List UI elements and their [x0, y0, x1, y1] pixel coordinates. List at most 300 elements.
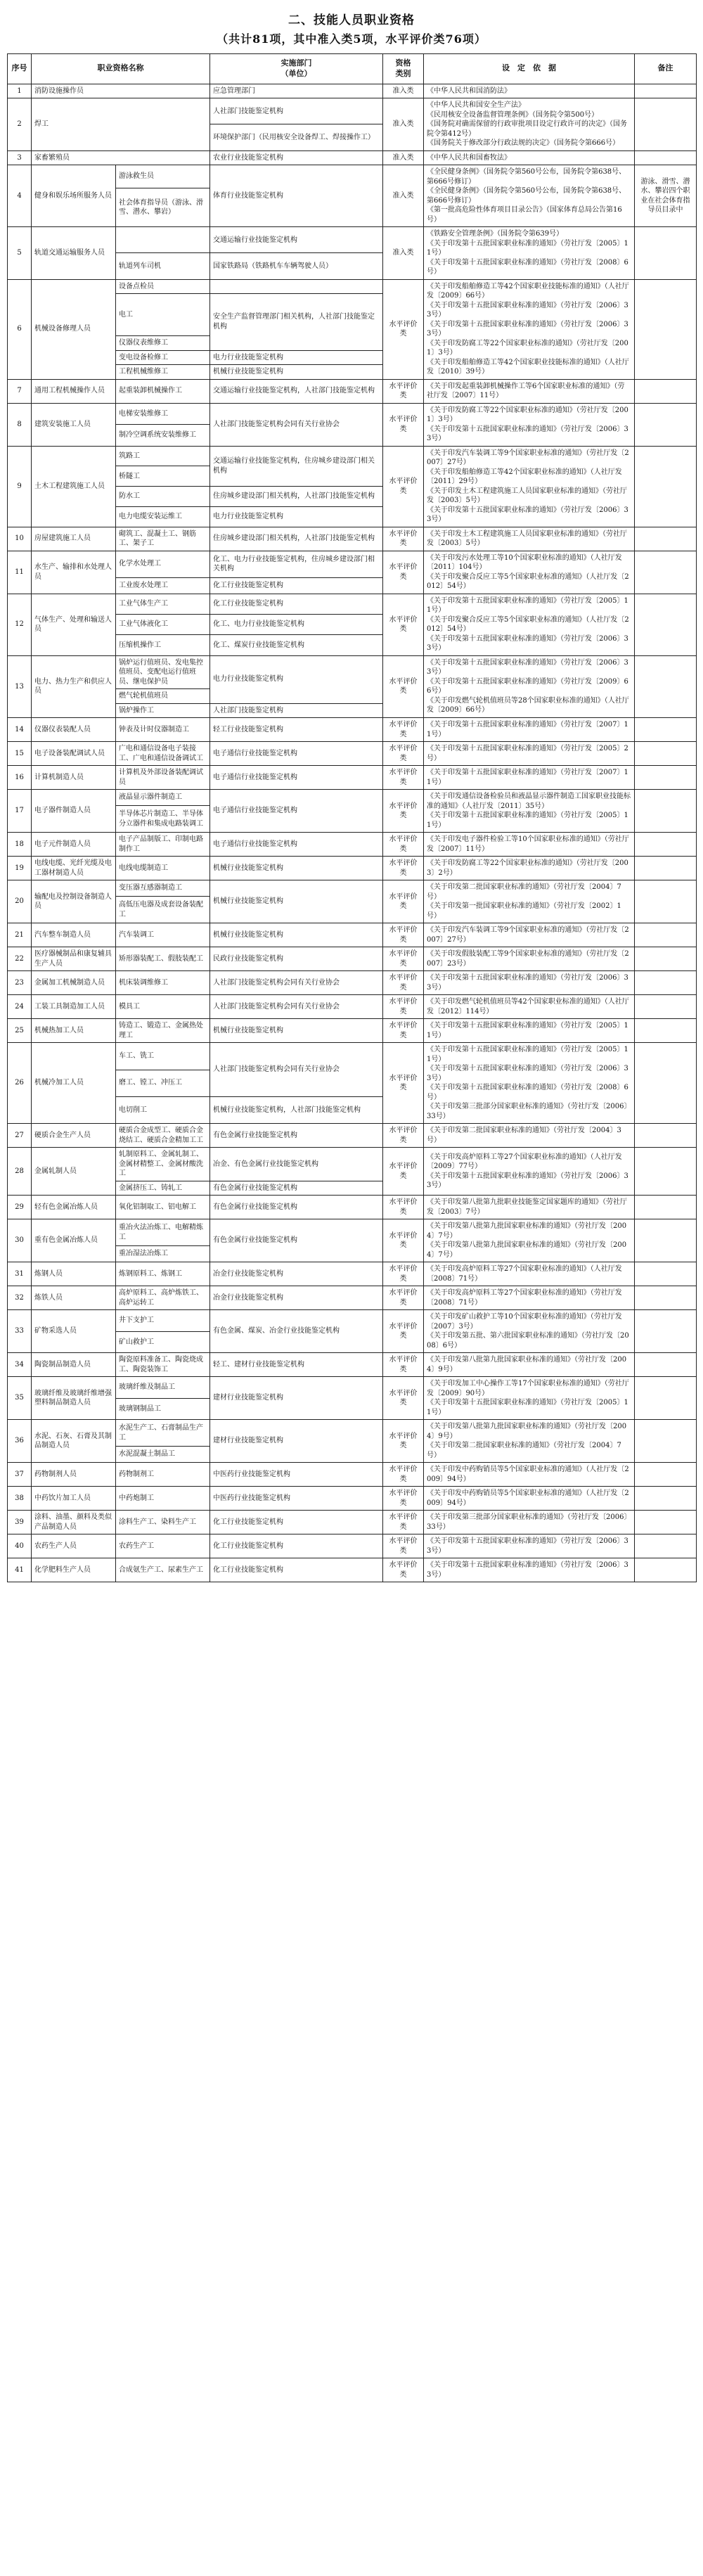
- qualification-category: 准入类: [383, 150, 424, 165]
- sub-occupation: 井下支护工: [116, 1310, 210, 1332]
- basis-item: 《关于印发燃气轮机值班员等28个国家职业标准的通知》（人社厅发〔2009〕66号）: [427, 696, 629, 715]
- basis-item: 《关于印发第五批、第六批国家职业标准的通知》（劳社厅发〔2008〕6号）: [427, 1332, 629, 1350]
- sub-occupation: 玻璃钢制品工: [116, 1398, 210, 1420]
- qualification-category: 水平评价类: [383, 655, 424, 718]
- remark: [635, 923, 697, 947]
- basis-item: 《关于印发第十五批国家职业标准的通知》（劳社厅发〔2006〕33号）: [427, 1172, 628, 1190]
- basis-item: 《关于印发第十五批国家职业标准的通知》（劳社厅发〔2006〕33号）: [427, 634, 628, 653]
- implementing-dept: 中医药行业技能鉴定机构: [210, 1463, 383, 1487]
- qualification-category: 准入类: [383, 227, 424, 280]
- table-row: [8, 1511, 697, 1534]
- qualification-name: 通用工程机械操作人员: [32, 379, 116, 403]
- remark: [635, 594, 697, 655]
- basis-item: 《关于印发第十五批国家职业标准的通知》（劳社厅发〔2008〕6号）: [427, 258, 628, 276]
- qualification-name: 房屋建筑施工人员: [32, 527, 116, 551]
- basis-item: 《关于印发第十五批国家职业标准的通知》（劳社厅发〔2006〕33号）: [427, 301, 628, 319]
- implementing-dept: 民政行业技能鉴定机构: [210, 947, 383, 971]
- sub-occupation: 农药生产工: [116, 1534, 210, 1558]
- implementing-dept: 环境保护部门（民用核安全设备焊工、焊接操作工）: [210, 124, 383, 150]
- qualification-category: 水平评价类: [383, 1558, 424, 1582]
- row-number: 33: [8, 1310, 32, 1353]
- basis-item: 《关于印发第八批第九批国家职业标准的通知》（劳社厅发〔2004〕9号）: [427, 1423, 627, 1440]
- basis-item: 《关于印发起重装卸机械操作工等6个国家职业标准的通知》（劳社厅发〔2007〕11号）: [427, 382, 625, 400]
- basis-item: 《关于印发第十五批国家职业标准的通知》（劳社厅发〔2006〕33号）: [427, 320, 628, 338]
- remark: [635, 1124, 697, 1148]
- row-number: 27: [8, 1124, 32, 1148]
- basis-item: 《关于印发第十五批国家职业标准的通知》（劳社厅发〔2006〕33号）: [427, 1537, 628, 1555]
- row-number: 40: [8, 1534, 32, 1558]
- basis-item: 《关于印发第二批国家职业标准的通知》（劳社厅发〔2004〕3号）: [427, 1127, 621, 1144]
- basis-item: 《关于印发第八批第九批国家职业标准的通知》（劳社厅发〔2004〕9号）: [427, 1356, 627, 1373]
- basis-cell: [424, 1262, 635, 1286]
- basis-cell: [424, 971, 635, 995]
- sub-occupation: 筑路工: [116, 446, 210, 466]
- row-number: 28: [8, 1148, 32, 1196]
- implementing-dept: 冶金、有色金属行业技能鉴定机构: [210, 1148, 383, 1181]
- basis-cell: [424, 947, 635, 971]
- basis-cell: [424, 150, 635, 165]
- table-body: [8, 84, 697, 1582]
- implementing-dept: 有色金属行业技能鉴定机构: [210, 1181, 383, 1196]
- table-row: [8, 1558, 697, 1582]
- remark: [635, 446, 697, 527]
- remark: [635, 1534, 697, 1558]
- table-row: [8, 995, 697, 1019]
- implementing-dept: 化工行业技能鉴定机构: [210, 1558, 383, 1582]
- row-number: 24: [8, 995, 32, 1019]
- remark: [635, 1219, 697, 1262]
- qualification-category: 准入类: [383, 98, 424, 151]
- implementing-dept: 化工、煤炭行业技能鉴定机构: [210, 635, 383, 655]
- basis-item: 《关于印发第十五批国家职业标准的通知》（劳社厅发〔2005〕2号）: [427, 745, 628, 762]
- table-row: [8, 551, 697, 577]
- qualification-category: 水平评价类: [383, 1219, 424, 1262]
- basis-cell: [424, 1124, 635, 1148]
- qualification-category: 水平评价类: [383, 1420, 424, 1463]
- remark: [635, 1262, 697, 1286]
- table-row: [8, 1534, 697, 1558]
- basis-cell: [424, 1463, 635, 1487]
- header-name: 职业资格名称: [32, 54, 210, 84]
- row-number: 5: [8, 227, 32, 280]
- row-number: 14: [8, 718, 32, 742]
- sub-occupation: 水泥生产工、石膏制品生产工: [116, 1420, 210, 1447]
- sub-occupation: 钟表及计时仪器制造工: [116, 718, 210, 742]
- basis-item: 《全民健身条例》（国务院令第560号公布，国务院令第638号、第666号修订）: [427, 187, 626, 205]
- qualification-name: 轨道交通运输服务人员: [32, 227, 116, 280]
- remark: [635, 742, 697, 766]
- qualification-category: 水平评价类: [383, 1148, 424, 1196]
- basis-item: 《关于印发第十五批国家职业标准的通知》（劳社厅发〔2005〕11号）: [427, 596, 628, 615]
- sub-occupation: 电子产品制版工、印制电路制作工: [116, 833, 210, 857]
- table-row: [8, 857, 697, 880]
- table-row: [8, 790, 697, 806]
- basis-cell: [424, 655, 635, 718]
- basis-item: 《中华人民共和国消防法》: [427, 86, 511, 95]
- implementing-dept: 人社部门技能鉴定机构会同有关行业协会: [210, 971, 383, 995]
- qualification-name: 电线电缆、光纤光缆及电工器材制造人员: [32, 857, 116, 880]
- document-title: 二、技能人员职业资格: [288, 13, 415, 27]
- sub-occupation: 工程机械维修工: [116, 365, 210, 380]
- row-number: 25: [8, 1019, 32, 1043]
- sub-occupation: 电线电缆制造工: [116, 857, 210, 880]
- basis-item: 《关于印发防腐工等22个国家职业标准的通知》（劳社厅发〔2003〕2号）: [427, 859, 628, 877]
- basis-cell: [424, 551, 635, 594]
- implementing-dept: 化工行业技能鉴定机构: [210, 1534, 383, 1558]
- remark: [635, 379, 697, 403]
- row-number: 37: [8, 1463, 32, 1487]
- sub-occupation: 中药炮制工: [116, 1487, 210, 1511]
- basis-cell: [424, 880, 635, 923]
- implementing-dept: 交通运输行业技能鉴定机构: [210, 227, 383, 253]
- basis-cell: [424, 84, 635, 98]
- implementing-dept: 交通运输行业技能鉴定机构，住房城乡建设部门相关机构: [210, 446, 383, 487]
- basis-cell: [424, 1420, 635, 1463]
- basis-item: 《关于印发聚合反应工等5个国家职业标准的通知》（人社厅发〔2012〕54号）: [427, 615, 629, 634]
- sub-occupation: 铸造工、锻造工、金属热处理工: [116, 1019, 210, 1043]
- sub-occupation: 锅炉操作工: [116, 703, 210, 718]
- table-row: [8, 971, 697, 995]
- basis-cell: [424, 1487, 635, 1511]
- sub-occupation: 变压器互感器制造工: [116, 880, 210, 897]
- basis-cell: [424, 1558, 635, 1582]
- qualification-name: 机械设备修理人员: [32, 279, 116, 379]
- sub-occupation: 氧化铝制取工、铝电解工: [116, 1196, 210, 1219]
- sub-occupation: 变电设备检修工: [116, 350, 210, 365]
- qualification-name: 气体生产、处理和输送人员: [32, 594, 116, 655]
- row-number: 34: [8, 1353, 32, 1377]
- qualification-name: 仪器仪表装配人员: [32, 718, 116, 742]
- basis-item: 《关于印发通信设备检验员和液晶显示器件制造工国家职业技能标准的通知》（人社厅发〔2011〕35号）: [427, 793, 631, 810]
- remark: [635, 790, 697, 833]
- sub-occupation: 高低压电器及成套设备装配工: [116, 897, 210, 923]
- basis-item: 《关于印发第十五批国家职业标准的通知》（劳社厅发〔2005〕11号）: [427, 1399, 628, 1416]
- sub-occupation: 化学水处理工: [116, 551, 210, 577]
- remark: [635, 995, 697, 1019]
- basis-item: 《关于印发中药购销员等5个国家职业标准的通知》（人社厅发〔2009〕94号）: [427, 1489, 629, 1507]
- sub-occupation: 设备点检员: [116, 279, 210, 294]
- qualification-name: 消防设施操作员: [32, 84, 210, 98]
- basis-cell: [424, 923, 635, 947]
- row-number: 35: [8, 1377, 32, 1420]
- table-row: [8, 279, 697, 294]
- qualification-name: 家畜繁殖员: [32, 150, 210, 165]
- row-number: 9: [8, 446, 32, 527]
- basis-cell: [424, 742, 635, 766]
- basis-item: 《中华人民共和国安全生产法》: [427, 101, 525, 110]
- sub-occupation: 起重装卸机械操作工: [116, 379, 210, 403]
- basis-cell: [424, 1511, 635, 1534]
- implementing-dept: 人社部门技能鉴定机构会同有关行业协会: [210, 403, 383, 446]
- sub-occupation: 工业气体生产工: [116, 594, 210, 614]
- basis-item: 《关于印发土木工程建筑施工人员国家职业标准的通知》（劳社厅发〔2003〕5号）: [427, 530, 627, 548]
- qualification-name: 矿物采选人员: [32, 1310, 116, 1353]
- sub-occupation: 车工、铣工: [116, 1043, 210, 1070]
- sub-occupation: 工业气体液化工: [116, 615, 210, 635]
- basis-item: 《关于印发船舶修造工等42个国家职业技能标准的通知》（人社厅发〔2009〕66号）: [427, 282, 629, 300]
- row-number: 22: [8, 947, 32, 971]
- implementing-dept: 住房城乡建设部门相关机构，人社部门技能鉴定机构: [210, 487, 383, 507]
- row-number: 4: [8, 165, 32, 227]
- table-row: [8, 1420, 697, 1447]
- qualification-name: 工装工具制造加工人员: [32, 995, 116, 1019]
- basis-item: 《关于印发船舶修造工等42个国家职业技能标准的通知》（人社厅发〔2010〕39号）: [427, 358, 629, 376]
- remark: [635, 655, 697, 718]
- table-row: [8, 1219, 697, 1246]
- basis-cell: [424, 527, 635, 551]
- basis-cell: [424, 1377, 635, 1420]
- sub-occupation: 电工: [116, 294, 210, 336]
- row-number: 36: [8, 1420, 32, 1463]
- remark: [635, 527, 697, 551]
- implementing-dept: 机械行业技能鉴定机构，人社部门技能鉴定机构: [210, 1096, 383, 1123]
- sub-occupation: 矿山救护工: [116, 1331, 210, 1353]
- implementing-dept: 电子通信行业技能鉴定机构: [210, 790, 383, 833]
- remark: [635, 1148, 697, 1196]
- qualification-category: 水平评价类: [383, 857, 424, 880]
- row-number: 10: [8, 527, 32, 551]
- table-row: [8, 527, 697, 551]
- basis-cell: [424, 1534, 635, 1558]
- implementing-dept: [210, 279, 383, 294]
- basis-item: 《关于印发第十五批国家职业标准的通知》（劳社厅发〔2006〕33号）: [427, 658, 628, 677]
- basis-item: 《关于印发第十五批国家职业标准的通知》（劳社厅发〔2007〕11号）: [427, 721, 628, 738]
- row-number: 31: [8, 1262, 32, 1286]
- basis-item: 《关于印发第十五批国家职业标准的通知》（劳社厅发〔2005〕11号）: [427, 812, 628, 829]
- qualification-category: 水平评价类: [383, 1534, 424, 1558]
- table-row: [8, 880, 697, 897]
- basis-item: 《关于印发汽车装调工等9个国家职业标准的通知》（劳社厅发〔2007〕27号）: [427, 449, 629, 467]
- basis-cell: [424, 1219, 635, 1262]
- basis-cell: [424, 1286, 635, 1310]
- table-row: [8, 1310, 697, 1332]
- table-row: [8, 1353, 697, 1377]
- qualification-name: 炼铁人员: [32, 1286, 116, 1310]
- basis-cell: [424, 857, 635, 880]
- document-subtitle: （共计81项，其中准入类5项，水平评价类76项）: [217, 32, 486, 46]
- row-number: 23: [8, 971, 32, 995]
- remark: [635, 1310, 697, 1353]
- sub-occupation: 电梯安装维修工: [116, 403, 210, 425]
- basis-item: 《关于印发汽车装调工等9个国家职业标准的通知》（劳社厅发〔2007〕27号）: [427, 926, 629, 944]
- implementing-dept: 人社部门技能鉴定机构: [210, 703, 383, 718]
- qualification-name: 药物制剂人员: [32, 1463, 116, 1487]
- qualification-category: 水平评价类: [383, 446, 424, 527]
- qualification-name: 玻璃纤维及玻璃纤维增强塑料制品制造人员: [32, 1377, 116, 1420]
- qualification-category: 水平评价类: [383, 403, 424, 446]
- table-row: [8, 98, 697, 124]
- qualification-table: [7, 53, 697, 1582]
- sub-occupation: 电切削工: [116, 1096, 210, 1123]
- sub-occupation: 仪器仪表维修工: [116, 336, 210, 351]
- basis-item: 《中华人民共和国畜牧法》: [427, 153, 511, 162]
- implementing-dept: 应急管理部门: [210, 84, 383, 98]
- table-row: [8, 446, 697, 466]
- qualification-category: 水平评价类: [383, 718, 424, 742]
- basis-item: 《关于印发第十五批国家职业标准的通知》（劳社厅发〔2008〕6号）: [427, 1084, 628, 1101]
- table-row: [8, 947, 697, 971]
- sub-occupation: 硬质合金成型工、硬质合金烧结工、硬质合金精加工工: [116, 1124, 210, 1148]
- sub-occupation: 砌筑工、混凝土工、钢筋工、架子工: [116, 527, 210, 551]
- implementing-dept: 机械行业技能鉴定机构: [210, 365, 383, 380]
- basis-cell: [424, 1353, 635, 1377]
- remark: [635, 227, 697, 280]
- qualification-category: 水平评价类: [383, 833, 424, 857]
- basis-item: 《关于印发污水处理工等10个国家职业标准的通知》（人社厅发〔2011〕104号）: [427, 553, 622, 572]
- sub-occupation: 液晶显示器件制造工: [116, 790, 210, 806]
- basis-item: 《关于印发土木工程建筑施工人员国家职业标准的通知》（劳社厅发〔2003〕5号）: [427, 487, 627, 505]
- implementing-dept: 化工、电力行业技能鉴定机构，住房城乡建设部门相关机构: [210, 551, 383, 577]
- table-row: [8, 1196, 697, 1219]
- implementing-dept: 电力行业技能鉴定机构: [210, 655, 383, 703]
- qualification-category: 水平评价类: [383, 1019, 424, 1043]
- row-number: 8: [8, 403, 32, 446]
- qualification-name: 电子设备装配调试人员: [32, 742, 116, 766]
- remark: [635, 403, 697, 446]
- implementing-dept: 安全生产监督管理部门相关机构，人社部门技能鉴定机构: [210, 294, 383, 351]
- qualification-name: 涂料、油墨、颜料及类似产品制造人员: [32, 1511, 116, 1534]
- implementing-dept: 电子通信行业技能鉴定机构: [210, 833, 383, 857]
- implementing-dept: 轻工、建材行业技能鉴定机构: [210, 1353, 383, 1377]
- qualification-category: 水平评价类: [383, 1286, 424, 1310]
- table-row: [8, 150, 697, 165]
- implementing-dept: 电力行业技能鉴定机构: [210, 350, 383, 365]
- basis-cell: [424, 1196, 635, 1219]
- sub-occupation: 桥隧工: [116, 466, 210, 487]
- qualification-category: 水平评价类: [383, 766, 424, 790]
- qualification-name: 汽车整车制造人员: [32, 923, 116, 947]
- qualification-name: 电子元件制造人员: [32, 833, 116, 857]
- basis-item: 《全民健身条例》（国务院令第560号公布，国务院令第638号、第666号修订）: [427, 168, 626, 186]
- row-number: 20: [8, 880, 32, 923]
- remark: 游泳、滑雪、潜水、攀岩四个职业在社会体育指导员目录中: [635, 165, 697, 227]
- qualification-category: 水平评价类: [383, 1487, 424, 1511]
- qualification-name: 水泥、石灰、石膏及其制品制造人员: [32, 1420, 116, 1463]
- remark: [635, 551, 697, 594]
- row-number: 13: [8, 655, 32, 718]
- row-number: 6: [8, 279, 32, 379]
- basis-item: 《关于印发第十五批国家职业标准的通知》（劳社厅发〔2007〕11号）: [427, 769, 628, 786]
- remark: [635, 84, 697, 98]
- basis-item: 《关于印发第三批部分国家职业标准的通知》（劳社厅发〔2006〕33号）: [427, 1513, 631, 1531]
- basis-cell: [424, 1310, 635, 1353]
- basis-item: 《关于印发第十五批国家职业标准的通知》（劳社厅发〔2006〕33号）: [427, 1561, 628, 1579]
- sub-occupation: 炼钢原料工、炼钢工: [116, 1262, 210, 1286]
- qualification-category: 水平评价类: [383, 1124, 424, 1148]
- implementing-dept: 国家铁路局（铁路机车车辆驾驶人员）: [210, 253, 383, 279]
- remark: [635, 857, 697, 880]
- basis-item: 《关于印发第二批国家职业标准的通知》（劳社厅发〔2004〕7号）: [427, 1442, 621, 1459]
- basis-cell: [424, 766, 635, 790]
- basis-item: 《国务院对确需保留的行政审批项目设定行政许可的决定》（国务院令第412号）: [427, 120, 627, 138]
- basis-item: 《关于印发高炉原料工等27个国家职业标准的通知》（劳社厅发〔2008〕71号）: [427, 1289, 622, 1307]
- basis-item: 《关于印发第三批部分国家职业标准的通知》（劳社厅发〔2006〕33号）: [427, 1103, 631, 1120]
- implementing-dept: 机械行业技能鉴定机构: [210, 857, 383, 880]
- qualification-category: 水平评价类: [383, 1310, 424, 1353]
- table-row: [8, 84, 697, 98]
- remark: [635, 880, 697, 923]
- implementing-dept: 交通运输行业技能鉴定机构，人社部门技能鉴定机构: [210, 379, 383, 403]
- implementing-dept: 化工行业技能鉴定机构: [210, 594, 383, 614]
- table-row: [8, 1286, 697, 1310]
- table-row: [8, 742, 697, 766]
- row-number: 17: [8, 790, 32, 833]
- sub-occupation: 陶瓷原料准备工、陶瓷烧成工、陶瓷装饰工: [116, 1353, 210, 1377]
- implementing-dept: 有色金属行业技能鉴定机构: [210, 1124, 383, 1148]
- row-number: 3: [8, 150, 32, 165]
- implementing-dept: 冶金行业技能鉴定机构: [210, 1262, 383, 1286]
- table-row: [8, 1377, 697, 1399]
- sub-occupation: 药物制剂工: [116, 1463, 210, 1487]
- sub-occupation: 轧制原料工、金属轧制工、金属材精整工、金属材酸洗工: [116, 1148, 210, 1181]
- remark: [635, 1196, 697, 1219]
- basis-item: 《关于印发聚合反应工等5个国家职业标准的通知》（人社厅发〔2012〕54号）: [427, 572, 629, 591]
- table-row: [8, 655, 697, 689]
- row-number: 39: [8, 1511, 32, 1534]
- table-row: [8, 379, 697, 403]
- remark: [635, 1043, 697, 1124]
- basis-cell: [424, 165, 635, 227]
- header-no: 序号: [8, 54, 32, 84]
- basis-cell: [424, 790, 635, 833]
- implementing-dept: 电子通信行业技能鉴定机构: [210, 766, 383, 790]
- qualification-category: 水平评价类: [383, 995, 424, 1019]
- implementing-dept: 化工、电力行业技能鉴定机构: [210, 615, 383, 635]
- basis-item: 《关于印发第一批国家职业标准的通知》（劳社厅发〔2002〕1号）: [427, 902, 621, 920]
- remark: [635, 1353, 697, 1377]
- remark: [635, 150, 697, 165]
- row-number: 38: [8, 1487, 32, 1511]
- basis-cell: [424, 718, 635, 742]
- sub-occupation: 游泳救生员: [116, 165, 210, 188]
- implementing-dept: 化工行业技能鉴定机构: [210, 577, 383, 594]
- basis-item: 《关于印发加工中心操作工等17个国家职业标准的通知》（劳社厅发〔2009〕90号）: [427, 1380, 629, 1397]
- sub-occupation: 重冶湿法冶炼工: [116, 1246, 210, 1262]
- header-note: 备注: [635, 54, 697, 84]
- qualification-name: 焊工: [32, 98, 210, 151]
- sub-occupation: 压缩机操作工: [116, 635, 210, 655]
- qualification-category: 水平评价类: [383, 790, 424, 833]
- basis-cell: [424, 833, 635, 857]
- table-row: [8, 1043, 697, 1070]
- table-row: [8, 718, 697, 742]
- table-row: [8, 1487, 697, 1511]
- table-row: [8, 1262, 697, 1286]
- sub-occupation: 模具工: [116, 995, 210, 1019]
- implementing-dept: 电子通信行业技能鉴定机构: [210, 742, 383, 766]
- sub-occupation: 玻璃纤维及制品工: [116, 1377, 210, 1399]
- sub-occupation: 工业废水处理工: [116, 577, 210, 594]
- implementing-dept: 化工行业技能鉴定机构: [210, 1511, 383, 1534]
- header-category: 资格 类别: [383, 54, 424, 84]
- qualification-name: 输配电及控制设备制造人员: [32, 880, 116, 923]
- qualification-category: 水平评价类: [383, 527, 424, 551]
- basis-item: 《关于印发第十五批国家职业标准的通知》（劳社厅发〔2005〕11号）: [427, 1046, 628, 1063]
- qualification-name: 重有色金属冶炼人员: [32, 1219, 116, 1262]
- implementing-dept: 电力行业技能鉴定机构: [210, 506, 383, 527]
- sub-occupation: 锅炉运行值班员、发电集控值班员、变配电运行值班员、继电保护员: [116, 655, 210, 689]
- qualification-category: 水平评价类: [383, 279, 424, 379]
- sub-occupation: 广电和通信设备电子装接工、广电和通信设备调试工: [116, 742, 210, 766]
- basis-cell: [424, 1043, 635, 1124]
- sub-occupation: 磨工、镗工、冲压工: [116, 1070, 210, 1096]
- sub-occupation: 重冶火法冶炼工、电解精炼工: [116, 1219, 210, 1246]
- implementing-dept: 体育行业技能鉴定机构: [210, 165, 383, 227]
- implementing-dept: 有色金属行业技能鉴定机构: [210, 1196, 383, 1219]
- qualification-name: 健身和娱乐场所服务人员: [32, 165, 116, 227]
- basis-item: 《关于印发防腐工等22个国家职业标准的通知》（劳社厅发〔2001〕3号）: [427, 406, 628, 424]
- table-row: [8, 766, 697, 790]
